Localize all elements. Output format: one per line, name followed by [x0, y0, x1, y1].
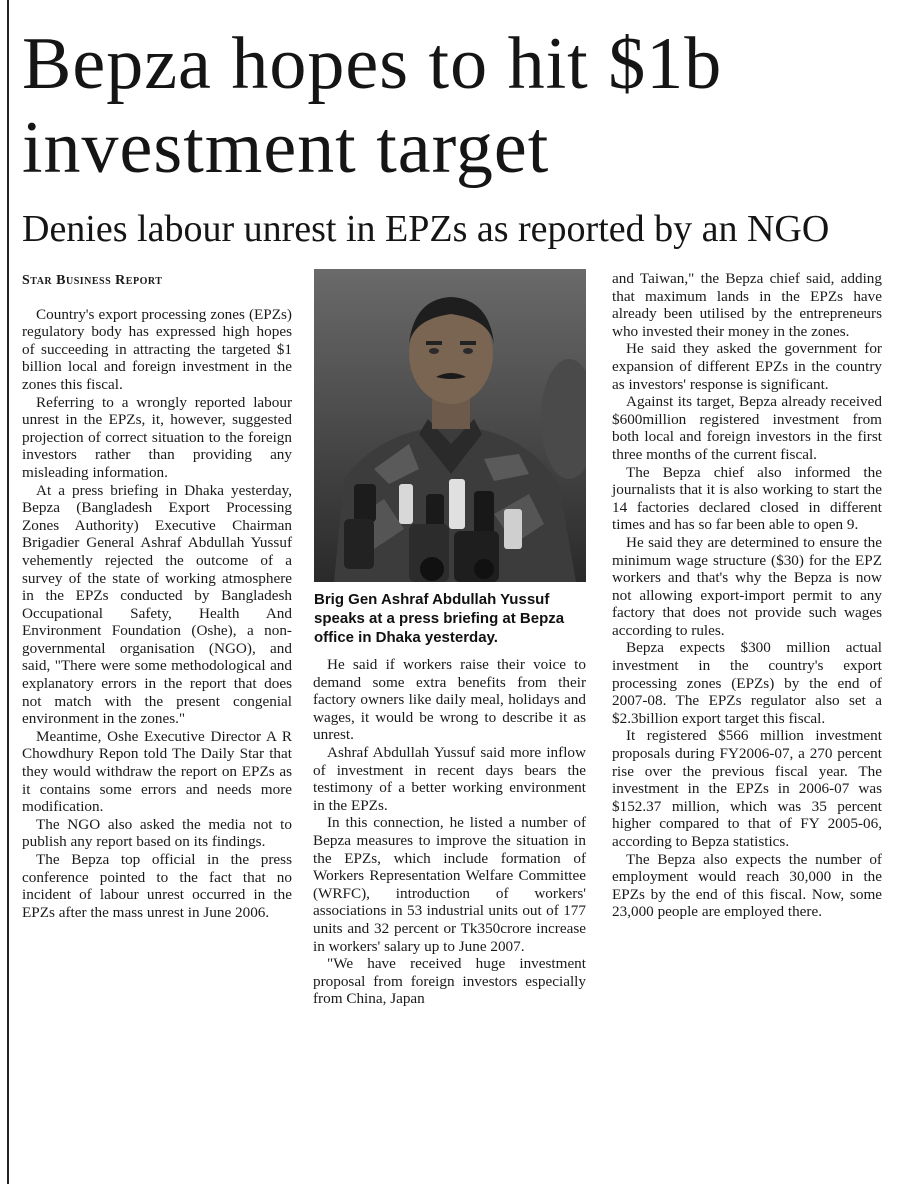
- photo-caption: [314, 590, 586, 647]
- paragraph: Country's export processing zones (EPZs) regulatory body has expressed high hopes of succeeding in attracting the targeted $1 billion local and foreign investment in the zones this fiscal.: [22, 305, 292, 393]
- caption-line-2: speaks at a press briefing at Bepza: [314, 610, 565, 627]
- article-column-1: [22, 272, 292, 921]
- headline-line-2: investment target: [22, 107, 550, 189]
- paragraph: He said if workers raise their voice to demand some extra benefits from their factory owners like daily meal, holidays and wages, it would be wrong to describe it as unrest.: [313, 656, 586, 744]
- caption-line-1: Brig Gen Ashraf Abdullah Yussuf: [314, 591, 550, 608]
- press-briefing-photo: [314, 269, 586, 582]
- officer-portrait-icon: [314, 269, 586, 582]
- paragraph: At a press briefing in Dhaka yesterday, Bepza (Bangladesh Export Processing Zones Authority) Executive Chairman Brigadier General Ashraf Abdullah Yussuf vehemently rejected the outcome of a survey of the state of working atmosphere in the EPZs conducted by Bangladesh Occupational Safety, Health And Environment Foundation (Oshe), a non-governmental organisation (NGO), and said, "There were some methodological and explanatory errors in the report that does not match with the present congenial environment in the zones.": [22, 481, 292, 728]
- headline: [22, 22, 882, 190]
- paragraph: Bepza expects $300 million actual investment in the country's export processing zones (EPZs) by the end of 2007-08. The EPZs regulator also set a $2.3billion export target this fiscal.: [612, 639, 882, 727]
- paragraph: He said they asked the government for expansion of different EPZs in the country as investors' response is significant.: [612, 340, 882, 393]
- paragraph: He said they are determined to ensure the minimum wage structure ($30) for the EPZ workers and that's why the Bepza is now not allowing export-import permit to any factory that does not provide such wages according to rules.: [612, 533, 882, 639]
- subheadline: Denies labour unrest in EPZs as reported by an NGO: [22, 208, 830, 250]
- column-rule: [7, 0, 9, 1184]
- paragraph: The Bepza also expects the number of employment would reach 30,000 in the EPZs by the end of this fiscal. Now, some 23,000 people are employed there.: [612, 850, 882, 921]
- article-column-3: [612, 270, 882, 921]
- paragraph: Referring to a wrongly reported labour unrest in the EPZs, it, however, suggested projection of correct situation to the foreign investors rather than providing any misleading information.: [22, 393, 292, 481]
- byline-text: Star Business Report: [22, 273, 163, 288]
- byline: [22, 272, 292, 290]
- paragraph: Against its target, Bepza already received $600million registered investment from both local and foreign investors in the first three months of the current fiscal.: [612, 393, 882, 463]
- paragraph: The Bepza top official in the press conference pointed to the fact that no incident of labour unrest occurred in the EPZs after the mass unrest in June 2006.: [22, 851, 292, 921]
- paragraph: Meantime, Oshe Executive Director A R Chowdhury Repon told The Daily Star that they would withdraw the report on EPZs as it contains some errors and needs more modification.: [22, 727, 292, 816]
- paragraph: The Bepza chief also informed the journalists that it is also working to start the 14 factories declared closed in different times and has so far been able to open 9.: [612, 463, 882, 534]
- caption-line-3: office in Dhaka yesterday.: [314, 629, 498, 646]
- paragraph: "We have received huge investment proposal from foreign investors especially from China, Japan: [313, 955, 586, 1008]
- paragraph-continued: and Taiwan," the Bepza chief said, adding that maximum lands in the EPZs have already been utilised by the entrepreneurs who invested their money in the zones.: [612, 270, 882, 340]
- paragraph: It registered $566 million investment proposals during FY2006-07, a 270 percent rise over the previous fiscal year. The investment in the EPZs in 2006-07 was $152.37 million, which was 35 percent higher compared to that of FY 2005-06, according to Bepza statistics.: [612, 727, 882, 850]
- headline-line-1: Bepza hopes to hit $1b: [22, 23, 723, 105]
- article-column-2: [313, 656, 586, 1008]
- paragraph: Ashraf Abdullah Yussuf said more inflow of investment in recent days bears the testimony of a better working environment in the EPZs.: [313, 743, 586, 814]
- paragraph: In this connection, he listed a number of Bepza measures to improve the situation in the EPZs, which include formation of Workers Representation Welfare Committee (WRFC), introduction of workers' associations in 53 industrial units out of 177 units and 32 percent or Tk350crore increase in workers' salary up to June 2007.: [313, 814, 586, 955]
- paragraph: The NGO also asked the media not to publish any report based on its findings.: [22, 815, 292, 851]
